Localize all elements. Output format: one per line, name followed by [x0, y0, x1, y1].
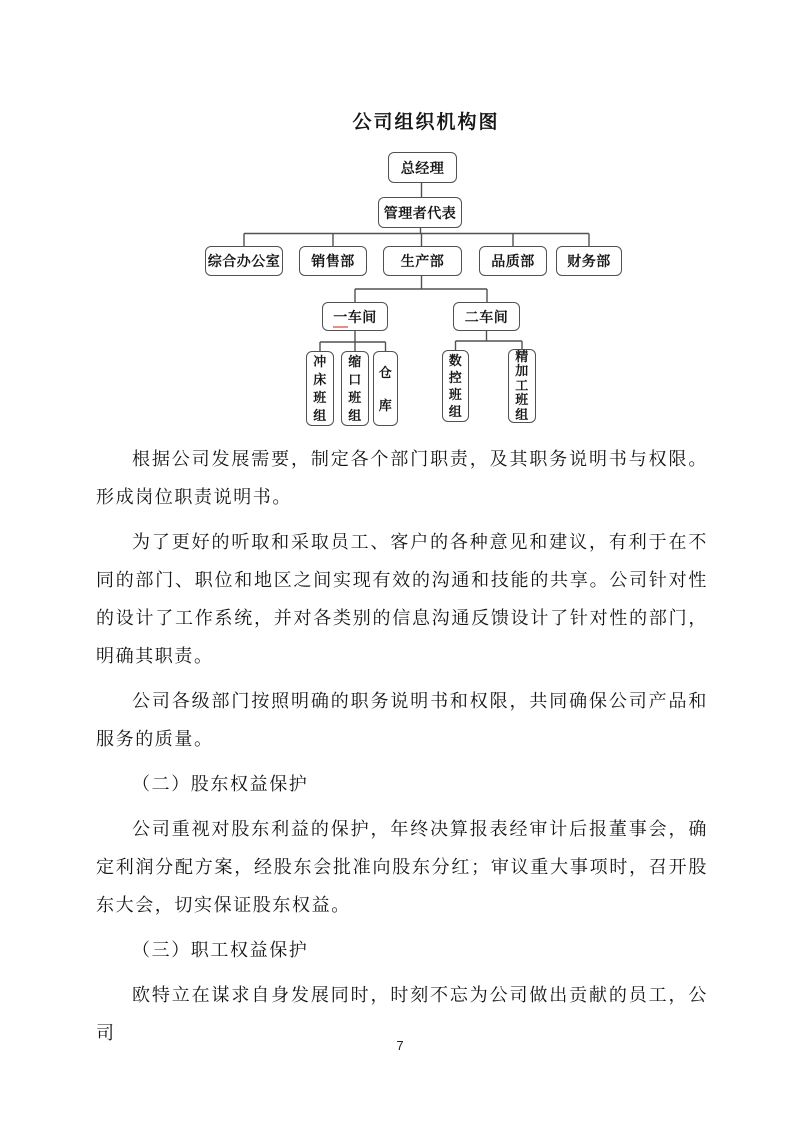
- body-text-block: [96, 440, 708, 1059]
- org-node-dept-quality: [479, 246, 547, 276]
- org-node-label: 品质部: [491, 253, 535, 269]
- page-title: 公司组织机构图: [352, 112, 500, 133]
- org-node-label: 缩口班组: [348, 353, 362, 423]
- org-node-label: 数控班组: [448, 353, 463, 419]
- org-node-management-representative: [378, 197, 462, 228]
- org-node-label: 管理者代表: [383, 204, 457, 221]
- org-node-label: 仓库: [378, 364, 393, 413]
- org-node-team-necking: [341, 351, 369, 426]
- org-node-general-manager: [388, 152, 457, 183]
- org-node-dept-sales: [299, 246, 367, 276]
- page-number: 7: [396, 1038, 404, 1053]
- org-node-label-rest: 车间: [347, 308, 377, 325]
- org-node-dept-general-office: [205, 246, 283, 276]
- org-node-label: 销售部: [311, 253, 355, 269]
- org-node-label: 生产部: [400, 253, 445, 269]
- paragraph: 公司各级部门按照明确的职务说明书和权限，共同确保公司产品和服务的质量。: [96, 691, 708, 749]
- org-node-label: 总经理: [400, 159, 445, 176]
- org-node-label: 精加工班组: [515, 348, 529, 422]
- paragraph: 根据公司发展需要，制定各个部门职责，及其职务说明书与权限。形成岗位职责说明书。: [96, 449, 708, 507]
- spellcheck-marked-text: 一: [333, 309, 348, 328]
- org-node-label: 财务部: [567, 253, 611, 269]
- paragraph: 公司重视对股东利益的保护，年终决算报表经审计后报董事会，确定利润分配方案，经股东会批准向股东分红；审议重大事项时，召开股东大会，切实保证股东权益。: [96, 819, 708, 915]
- paragraph: 为了更好的听取和采取员工、客户的各种意见和建议，有利于在不同的部门、职位和地区之间实现有效的沟通和技能的共享。公司针对性的设计了工作系统，并对各类别的信息沟通反馈设计了针对性的部门，明确其职责。: [96, 532, 708, 666]
- org-node-label: 综合办公室: [207, 253, 281, 269]
- org-node-label: 冲床班组: [313, 353, 327, 423]
- paragraph: 欧特立在谋求自身发展同时，时刻不忘为公司做出贡献的员工，公司: [96, 985, 708, 1043]
- org-node-dept-finance: [556, 246, 622, 276]
- section-heading: （三）职工权益保护: [132, 940, 309, 960]
- org-node-team-cnc: [442, 350, 469, 422]
- org-node-team-finishing: [508, 349, 536, 423]
- org-node-workshop-2: [453, 302, 520, 331]
- org-node-team-punch-press: [306, 351, 334, 426]
- org-node-dept-production: [383, 246, 462, 276]
- org-node-workshop-1: [322, 302, 388, 331]
- org-node-label: [333, 307, 377, 327]
- org-node-label: 二车间: [464, 308, 509, 325]
- section-heading: （二）股东权益保护: [132, 774, 309, 794]
- org-node-warehouse: [373, 351, 398, 426]
